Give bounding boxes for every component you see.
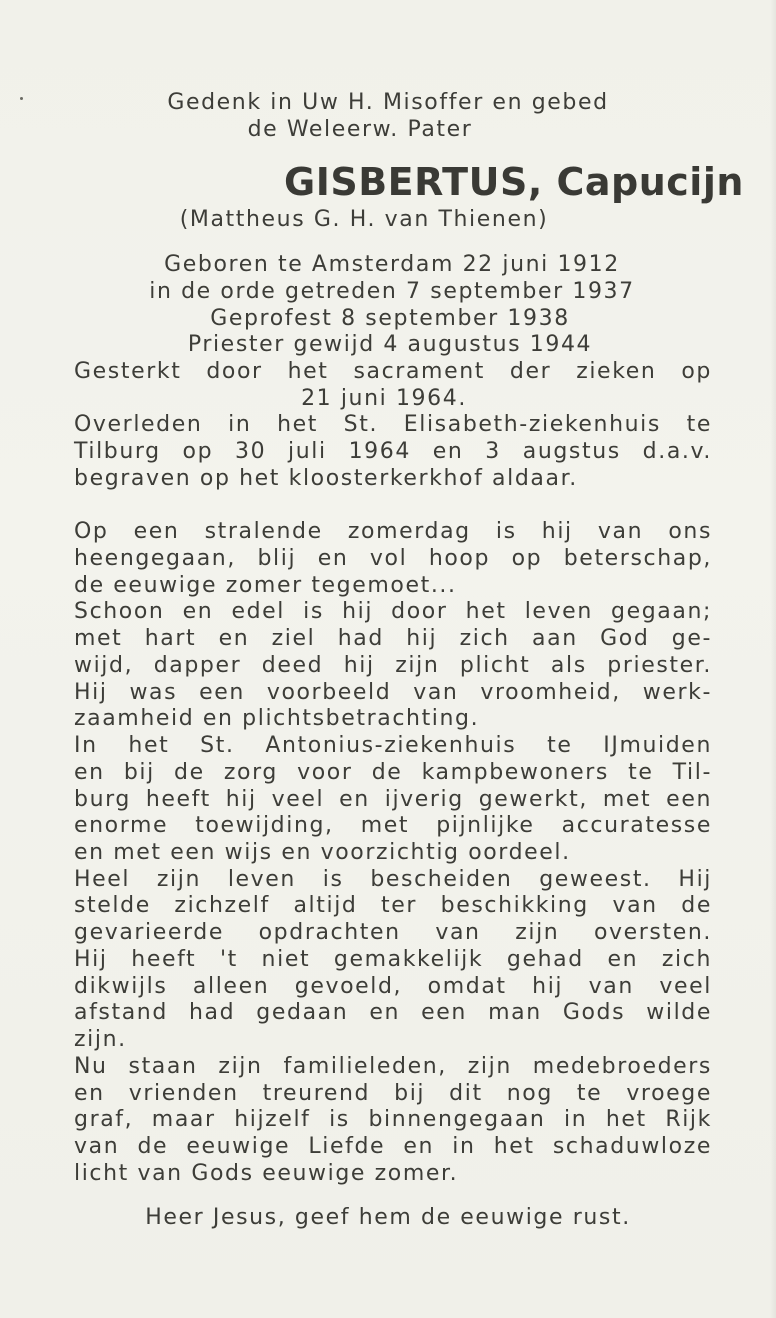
tribute-line: en met een wijs en voorzichtig oordeel. <box>74 840 571 865</box>
tribute-line: Op een stralende zomerdag is hij van ons <box>74 519 712 544</box>
tribute-line: met hart en ziel had hij zich aan God ge- <box>74 626 712 651</box>
life-line-sacrament: Gesterkt door het sacrament der zieken op <box>74 359 712 384</box>
tribute-line: zijn. <box>74 1027 127 1052</box>
tribute-line: Hij was een voorbeeld van vroomheid, werk- <box>74 680 712 705</box>
tribute-line: burg heeft hij veel en ijverig gewerkt, met een <box>74 787 712 812</box>
life-line-died: Overleden in het St. Elisabeth-ziekenhuis te <box>74 412 712 437</box>
tribute-line: Nu staan zijn familieleden, zijn medebroeders <box>74 1054 712 1079</box>
tribute-line: Hij heeft 't niet gemakkelijk gehad en zich <box>74 947 712 972</box>
life-line-died-2: Tilburg op 30 juli 1964 en 3 augstus d.a.v. <box>74 439 712 464</box>
civil-name: (Mattheus G. H. van Thienen) <box>179 207 549 232</box>
tribute-line: zaamheid en plichtsbetrachting. <box>74 706 480 731</box>
tribute-line: graf, maar hijzelf is binnengegaan in het Rijk <box>74 1107 712 1132</box>
intro-line-2: de Weleerw. Pater <box>247 117 473 142</box>
tribute-line: wijd, dapper deed hij zijn plicht als priester. <box>74 653 712 678</box>
life-line-born: Geboren te Amsterdam 22 juni 1912 <box>164 252 620 277</box>
tribute-line: Schoon en edel is hij door het leven gegaan; <box>74 599 712 624</box>
tribute-line: afstand had gedaan en een man Gods wilde <box>74 1000 712 1025</box>
life-line-buried: begraven op het kloosterkerkhof aldaar. <box>74 466 578 491</box>
intro-line-1: Gedenk in Uw H. Misoffer en gebed <box>167 90 609 115</box>
tribute-line: enorme toewijding, met pijnlijke accuratesse <box>74 813 712 838</box>
tribute-line: Heel zijn leven is bescheiden geweest. Hij <box>74 867 712 892</box>
tribute-line: gevarieerde opdrachten van zijn oversten. <box>74 920 712 945</box>
life-line-sacrament-date: 21 juni 1964. <box>301 386 467 411</box>
life-line-order: in de orde getreden 7 september 1937 <box>149 279 635 304</box>
life-line-priest: Priester gewijd 4 augustus 1944 <box>187 332 593 357</box>
tribute-line: In het St. Antonius-ziekenhuis te IJmuiden <box>74 733 712 758</box>
life-line-profess: Geprofest 8 september 1938 <box>210 306 570 331</box>
tribute-line: van de eeuwige Liefde en in het schaduwloze <box>74 1134 712 1159</box>
name-title: GISBERTUS, Capucijn <box>284 160 744 204</box>
tribute-line: heengegaan, blij en vol hoop op beterschap, <box>74 546 712 571</box>
tribute-line: en bij de zorg voor de kampbewoners te Til- <box>74 760 712 785</box>
tribute-line: dikwijls alleen gevoeld, omdat hij van veel <box>74 974 712 999</box>
tribute-line: licht van Gods eeuwige zomer. <box>74 1161 459 1186</box>
tribute-line: de eeuwige zomer tegemoet... <box>74 573 457 598</box>
tribute-line: stelde zichzelf altijd ter beschikking van de <box>74 893 712 918</box>
closing-prayer: Heer Jesus, geef hem de eeuwige rust. <box>145 1205 631 1230</box>
tribute-line: en vrienden treurend bij dit nog te vroege <box>74 1081 712 1106</box>
